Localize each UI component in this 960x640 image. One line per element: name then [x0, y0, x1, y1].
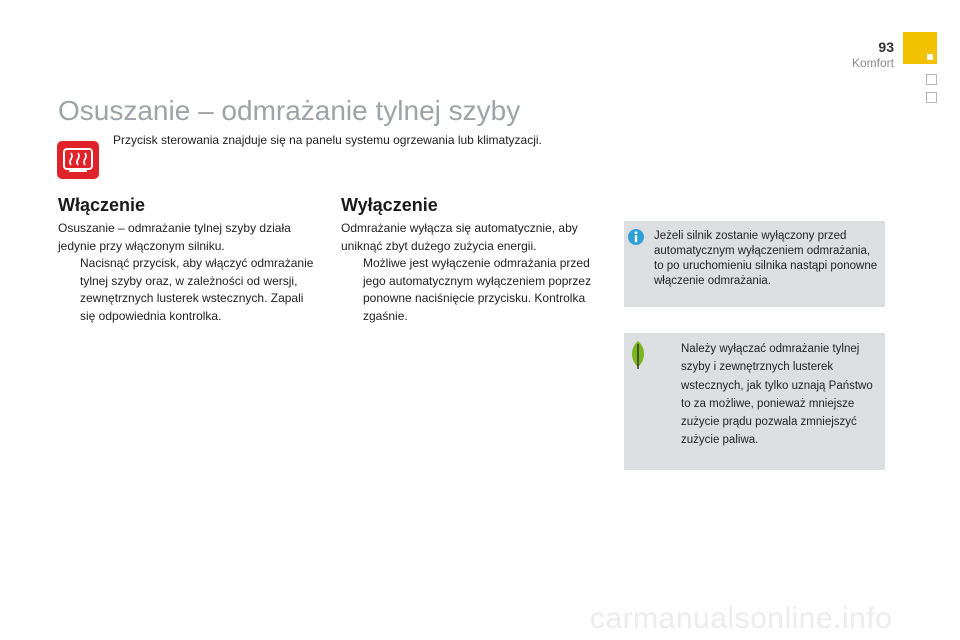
info-icon [627, 228, 645, 251]
info-note-text: Jeżeli silnik zostanie wyłączony przed automatycznym wyłączeniem odmrażania, to po uruchomieniu silnika nastąpi ponowne włączenie odmrażania. [654, 230, 878, 287]
rear-window-defrost-icon [57, 141, 99, 179]
on-bullet-text: Nacisnąć przycisk, aby włączyć odmrażanie tylnej szyby oraz, w zależności od wersji, zewnętrznych lusterek wstecznych. Zapali się odpowiednia kontrolka. [80, 256, 314, 323]
off-section [341, 220, 613, 325]
section-tab-active [903, 32, 937, 64]
eco-leaf-icon [628, 340, 648, 375]
intro-text: Przycisk sterowania znajduje się na panelu systemu ogrzewania lub klimatyzacji. [113, 133, 542, 147]
on-paragraph: Osuszanie – odmrażanie tylnej szyby działa jedynie przy włączonym silniku. [58, 221, 291, 253]
watermark: carmanualsonline.info [590, 602, 893, 635]
bullet-symbol [58, 255, 80, 325]
bullet-symbol [659, 340, 681, 450]
off-bullet-text: Możliwe jest wyłączenie odmrażania przed jego automatycznym wyłączeniem poprzez ponowne naciśnięcie przycisku. Kontrolka zgaśnie. [363, 256, 592, 323]
off-paragraph: Odmrażanie wyłącza się automatycznie, aby uniknąć zbyt dużego zużycia energii. [341, 221, 578, 253]
heading-off: Wyłączenie [341, 195, 438, 215]
on-section [58, 220, 320, 325]
section-name: Komfort [851, 56, 894, 70]
section-tab-marker [926, 92, 937, 103]
section-tab-marker [926, 74, 937, 85]
on-bullet-item [58, 255, 320, 325]
off-bullet-item [341, 255, 613, 325]
page-number: 93 [878, 39, 894, 55]
page-title: Osuszanie – odmrażanie tylnej szyby [58, 95, 521, 126]
eco-bullet-item [659, 340, 881, 450]
heading-on: Włączenie [58, 195, 146, 215]
eco-note-text: Należy wyłączać odmrażanie tylnej szyby i zewnętrznych lusterek wstecznych, jak tylko uznają Państwo to za możliwe, ponieważ mniejsze zużycie prądu pozwala zmniejszyć zużycie paliwa. [681, 343, 873, 447]
eco-note [659, 340, 881, 450]
bullet-symbol [341, 255, 363, 325]
